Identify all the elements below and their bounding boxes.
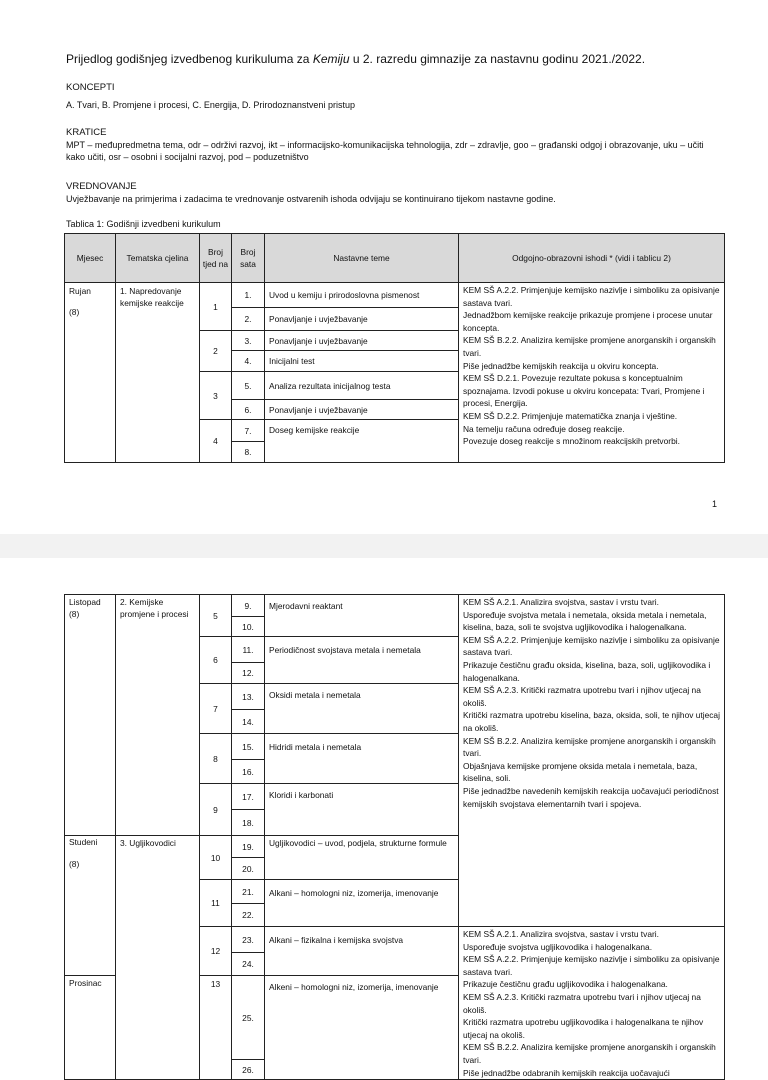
header-mjesec: Mjesec bbox=[65, 234, 116, 283]
table-row bbox=[65, 283, 725, 308]
kratice-heading: KRATICE bbox=[66, 127, 107, 138]
topic-unit-cell: 2. Kemijske promjene i procesi bbox=[116, 595, 200, 836]
lesson-topic: Analiza rezultata inicijalnog testa bbox=[265, 372, 459, 400]
curriculum-table-page2 bbox=[64, 594, 725, 1080]
week-number: 2 bbox=[200, 331, 232, 372]
month-cell: Prosinac bbox=[65, 976, 116, 1080]
kratice-section bbox=[66, 127, 716, 163]
hour-number: 25. bbox=[232, 976, 265, 1060]
hour-number: 21. bbox=[232, 880, 265, 904]
page-separator bbox=[0, 534, 768, 558]
outcomes-cell: KEM SŠ A.2.1. Analizira svojstva, sastav i vrstu tvari. Uspoređuje svojstva metala i nemetala, oksida metala i nemetala, kiselina, baza, soli te svojstva ugljikovodika i halogenalkana. KEM SŠ A.2.2. Primjenjuje kemijsko nazivlje i simboliku za opisivanje sastava tvari. Prikazuje čestičnu građu oksida, kiselina, baza, soli, ugljikovodika i halogenalkana. KEM SŠ A.2.3. Kritički razmatra upotrebu tvari i njihov utjecaj na okoliš. Kritički razmatra upotrebu kiselina, baza, oksida, soli, te njihov utjecaj na okoliš. KEM SŠ B.2.2. Analizira kemijske promjene anorganskih i organskih tvari. Objašnjava kemijske promjene oksida metala i nemetala, baza, kiselina, soli. Piše jednadžbe navedenih kemijskih reakcija uočavajući periodičnost kemijskih svojstava elementarnih tvari i spojeva. bbox=[459, 595, 725, 927]
header-cjelina: Tematska cjelina bbox=[116, 234, 200, 283]
lesson-topic: Alkeni – homologni niz, izomerija, imenovanje bbox=[265, 976, 459, 1080]
hour-number: 16. bbox=[232, 760, 265, 784]
lesson-topic: Ugljikovodici – uvod, podjela, strukturne formule bbox=[265, 836, 459, 880]
week-number: 5 bbox=[200, 595, 232, 637]
hour-number: 5. bbox=[232, 372, 265, 400]
curriculum-table-page1 bbox=[64, 233, 725, 463]
hour-number: 8. bbox=[232, 442, 265, 463]
lesson-topic: Kloridi i karbonati bbox=[265, 784, 459, 836]
outcomes-cell: KEM SŠ A.2.2. Primjenjuje kemijsko nazivlje i simboliku za opisivanje sastava tvari. Jednadžbom kemijske reakcije prikazuje promjene i procese unutar koncepta. KEM SŠ B.2.2. Analizira kemijske promjene anorganskih i organskih tvari. Piše jednadžbe kemijskih reakcija u okviru koncepta. KEM SŠ D.2.1. Povezuje rezultate pokusa s konceptualnim spoznajama. Izvodi pokuse u okviru koncepata: Tvari, Promjene i procesi, Energija. KEM SŠ D.2.2. Primjenjuje matematička znanja i vještine. Na temelju računa određuje doseg reakcije. Povezuje doseg reakcije s množinom reakcijskih pretvorbi. bbox=[459, 283, 725, 463]
week-number: 6 bbox=[200, 637, 232, 684]
week-number: 4 bbox=[200, 420, 232, 463]
week-number: 13 bbox=[200, 976, 232, 1080]
hour-number: 26. bbox=[232, 1060, 265, 1080]
hour-number: 20. bbox=[232, 858, 265, 880]
header-teme: Nastavne teme bbox=[265, 234, 459, 283]
lesson-topic: Ponavljanje i uvježbavanje bbox=[265, 308, 459, 331]
hour-number: 9. bbox=[232, 595, 265, 617]
hour-number: 15. bbox=[232, 734, 265, 760]
month-cell: Rujan (8) bbox=[65, 283, 116, 463]
vrednovanje-text: Uvježbavanje na primjerima i zadacima te vrednovanje ostvarenih ishoda odvijaju se kontinuirano tijekom nastavne godine. bbox=[66, 194, 556, 204]
week-number: 8 bbox=[200, 734, 232, 784]
week-number: 10 bbox=[200, 836, 232, 880]
table-row bbox=[65, 595, 725, 617]
month-cell: Studeni (8) bbox=[65, 836, 116, 976]
table-caption: Tablica 1: Godišnji izvedbeni kurikulum bbox=[66, 219, 221, 229]
header-tjedan: Broj tjed na bbox=[200, 234, 232, 283]
header-sat: Broj sata bbox=[232, 234, 265, 283]
hour-number: 6. bbox=[232, 400, 265, 420]
hour-number: 24. bbox=[232, 953, 265, 976]
hour-number: 7. bbox=[232, 420, 265, 442]
lesson-topic: Ponavljanje i uvježbavanje bbox=[265, 331, 459, 351]
lesson-topic: Ponavljanje i uvježbavanje bbox=[265, 400, 459, 420]
lesson-topic: Doseg kemijske reakcije bbox=[265, 420, 459, 463]
hour-number: 3. bbox=[232, 331, 265, 351]
week-number: 12 bbox=[200, 927, 232, 976]
hour-number: 22. bbox=[232, 904, 265, 927]
lesson-topic: Alkani – fizikalna i kemijska svojstva bbox=[265, 927, 459, 976]
month-cell: Listopad (8) bbox=[65, 595, 116, 836]
koncepti-section bbox=[66, 82, 716, 111]
week-number: 1 bbox=[200, 283, 232, 331]
hour-number: 4. bbox=[232, 351, 265, 372]
hour-number: 11. bbox=[232, 637, 265, 663]
week-number: 3 bbox=[200, 372, 232, 420]
lesson-topic: Uvod u kemiju i prirodoslovna pismenost bbox=[265, 283, 459, 308]
lesson-topic: Mjerodavni reaktant bbox=[265, 595, 459, 637]
vrednovanje-heading: VREDNOVANJE bbox=[66, 181, 137, 192]
table-header-row bbox=[65, 234, 725, 283]
outcomes-cell: KEM SŠ A.2.1. Analizira svojstva, sastav i vrstu tvari. Uspoređuje svojstva ugljikovodika i halogenalkana. KEM SŠ A.2.2. Primjenjuje kemijsko nazivlje i simboliku za opisivanje sastava tvari. Prikazuje čestičnu građu ugljikovodika i halogenalkana. KEM SŠ A.2.3. Kritički razmatra upotrebu tvari i njihov utjecaj na okoliš. Kritički razmatra upotrebu ugljikovodika i halogenalkana te njihov utjecaj na okoliš. KEM SŠ B.2.2. Analizira kemijske promjene anorganskih i organskih tvari. Piše jednadžbe odabranih kemijskih reakcija uočavajući bbox=[459, 927, 725, 1080]
document-title: Prijedlog godišnjeg izvedbenog kurikuluma za Kemiju u 2. razredu gimnazije za nastavnu godinu 2021./2022. bbox=[66, 52, 646, 66]
lesson-topic: Inicijalni test bbox=[265, 351, 459, 372]
week-number: 9 bbox=[200, 784, 232, 836]
hour-number: 2. bbox=[232, 308, 265, 331]
hour-number: 18. bbox=[232, 810, 265, 836]
kratice-text: MPT – međupredmetna tema, odr – održivi razvoj, ikt – informacijsko-komunikacijska tehnologija, zdr – zdravlje, goo – građanski odgoj i obrazovanje, uku – učiti kako učiti, osr – osobni i socijalni razvoj, pod – poduzetništvo bbox=[66, 140, 704, 162]
hour-number: 13. bbox=[232, 684, 265, 710]
page-number: 1 bbox=[712, 499, 718, 509]
hour-number: 14. bbox=[232, 710, 265, 734]
week-number: 11 bbox=[200, 880, 232, 927]
topic-unit-cell: 1. Napredovanje kemijske reakcije bbox=[116, 283, 200, 463]
lesson-topic: Alkani – homologni niz, izomerija, imenovanje bbox=[265, 880, 459, 927]
koncepti-heading: KONCEPTI bbox=[66, 82, 115, 93]
hour-number: 1. bbox=[232, 283, 265, 308]
hour-number: 23. bbox=[232, 927, 265, 953]
lesson-topic: Periodičnost svojstava metala i nemetala bbox=[265, 637, 459, 684]
hour-number: 17. bbox=[232, 784, 265, 810]
topic-unit-cell: 3. Ugljikovodici bbox=[116, 836, 200, 1080]
header-ishodi: Odgojno-obrazovni ishodi * (vidi i tablicu 2) bbox=[459, 234, 725, 283]
week-number: 7 bbox=[200, 684, 232, 734]
lesson-topic: Hidridi metala i nemetala bbox=[265, 734, 459, 784]
vrednovanje-section bbox=[66, 181, 716, 205]
hour-number: 12. bbox=[232, 663, 265, 684]
hour-number: 19. bbox=[232, 836, 265, 858]
koncepti-text: A. Tvari, B. Promjene i procesi, C. Energija, D. Prirodoznanstveni pristup bbox=[66, 100, 355, 110]
lesson-topic: Oksidi metala i nemetala bbox=[265, 684, 459, 734]
hour-number: 10. bbox=[232, 617, 265, 637]
